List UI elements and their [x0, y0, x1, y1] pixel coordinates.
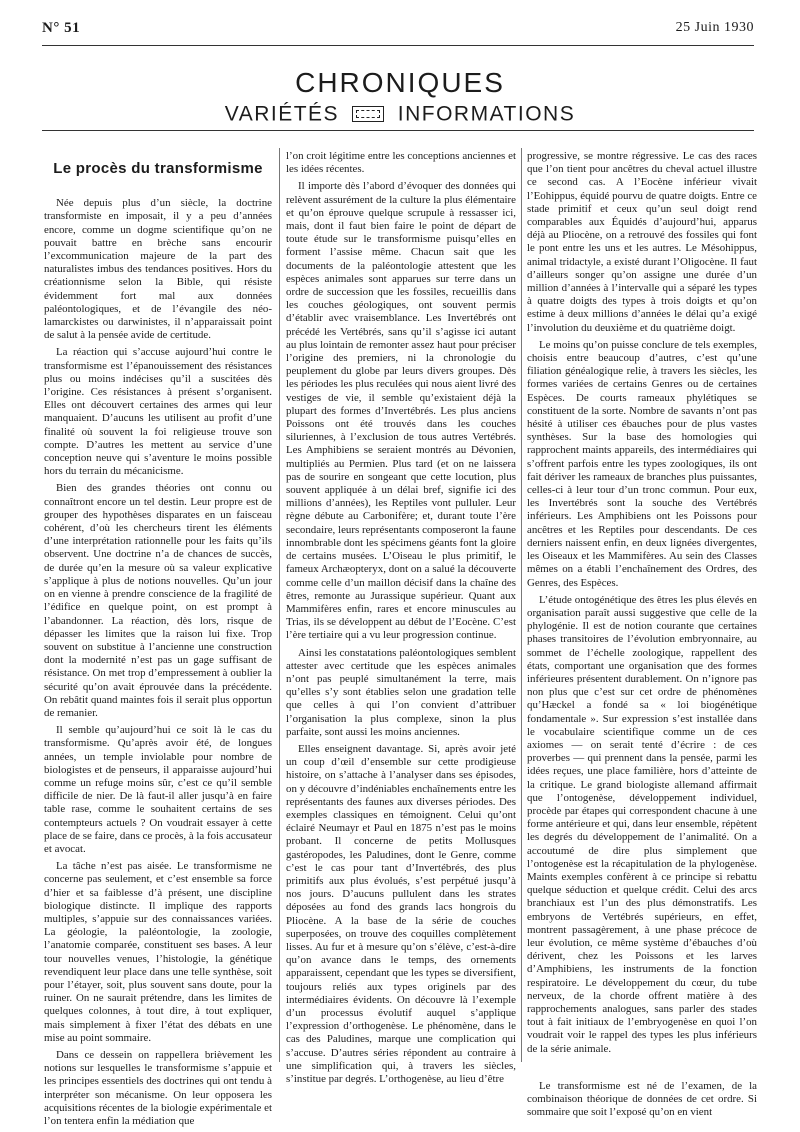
paragraph: Elles enseignent davantage. Si, après avoir jeté un coup d’œil d’ensemble sur cette prodigieuse histoire, on s’attache à l’analyser dans ses épisodes, on y découvre d’indéniables enchaînements entre les représentants des faunes aux diverses périodes. Des exemples classiques en témoignent. Celui qu’ont éclairé Neumayr et Paul en 1875 n’est pas le moins probant. Il concerne de petits Mollusques gastéropodes, les Paludines, dont le Genre, comme c’est le cas pour tant d’Invertébrés, des plus primitifs aux plus évolués, s’est perpétué jusqu’à nos jours. D’aucuns pullulent dans les strates déposées au fond des grands lacs hongrois du Pliocène. A la base de la série de couches superposées, on trouve des coquilles complètement lisses. Au fur et à mesure qu’on s’élève, c’est-à-dire qu’on avance dans le temps, des ornements apparaissent, cependant que les types se diversifient, toujours reliés aux types originels par des intermédiaires évidents. On découvre là l’exemple d’un processus évolutif auquel s’applique l’expression d’orthogenèse. Le phénomène, dans le cas des Paludines, marque une complication qui s’accuse. D’autres séries répondent au contraire à une simplification qui, à travers les siècles, s’institue par degrés. L’orthogenèse, au lieu d’être [286, 742, 516, 1086]
masthead-subtitle [0, 102, 800, 126]
ornament-icon [352, 106, 384, 122]
page-header [42, 20, 754, 42]
article-title: Le procès du transformisme [53, 160, 263, 177]
paragraph: Il importe dès l’abord d’évoquer des données qui relèvent assurément de la culture la plus élémentaire et qu’on éprouve quelque scrupule à ressasser ici, mais, dont il faut bien faire le point de départ de toute étude sur le transformisme puisqu’elles en forment l’assise même. Chacun sait que les documents de la paléontologie attestent que les espèces animales sont apparues sur terre dans un ordre de succession que les fossiles, recueillis dans les couches géologiques, ont souvent permis d’établir avec vraisemblance. Les Invertébrés ont précédé les Vertébrés, sans qu’il s’agisse ici autant au plus lointain de remonter assez haut pour préciser l’origine des premiers, ni la chronologie du peuplement du globe par leurs divers groupes. Dès les périodes les plus reculées qui nous aient livré des vestiges de vie, il semble qu’existaient déjà la plupart des formes d’Invertébrés. Les plus anciens Poissons ont été trouvés dans les couches siluriennes, à l’exclusion de tous autres Vertébrés. Les Amphibiens se seraient montrés au Dévonien, multipliés au Permien. Plus tard (et on ne laissera pas de sourire en songeant que cette locution, plus souvent appliquée à un délai bref, signifie ici des millions d’années), les Reptiles vont pulluler. Leur règne débute au Carbonifère; et, durant toute l’ère secondaire, leurs représentants composeront la faune innombrable dont les spécimens géants font la gloire de certains musées. L’Oiseau le plus primitif, le fameux Archæopteryx, dont on a salué la découverte comme celle d’un maillon décisif dans la chaîne des êtres, remonte au Jurassique supérieur. Quant aux Mammifères enfin, rares et encore minuscules au Trias, ils se développent au début de l’Eocène. C’est l’ère tertiaire qui a vu leur progression continue. [286, 180, 516, 642]
paragraph: La réaction qui s’accuse aujourd’hui contre le transformisme est l’épanouissement des résistances plus ou moins indécises qu’il a suscitées dès l’origine. Ces résistances à présent s’organisent. Elles ont découvert certaines des armes qui leur manquaient. D’aucuns les utilisent au profit d’une finalité où souvent la foi religieuse trouve son compte. D’autres les mettent au service d’une conception neuve qui s’aventure le moins possible hors du terrain du mécanicisme. [44, 346, 272, 478]
paragraph: L’étude ontogénétique des êtres les plus élevés en organisation paraît aussi suggestive que celle de la phylogénie. Il est de notion courante que certaines phases transitoires de l’évolution embryonnaire, au sommet de l’échelle zoologique, rappellent des états, comportant une organisation que des formes inférieures présentent durablement. On n’ignore pas non plus que c’est sur cet ordre de phénomènes qu’Hæckel a fondé sa « loi biogénétique fondamentale ». Sur expression s’est installée dans le vocabulaire scientifique comme un de ces axiomes — on serait tenté d’écrire : de ces proverbes — qui prennent dans la pensée, parmi les idées reçues, une place familière, hors d’atteinte de la critique. Le grand biologiste allemand affirmait que l’ontogenèse, développement individuel, procède par étapes qui correspondent chacune à une forme antérieure et qui, dans leur ensemble, répètent les degrés du développement de l’animalité. On a accoutumé de dire plus simplement que l’ontogenèse est la récapitulation de la phylogenèse. Maints exemples confèrent à ce principe si rebattu quelque séduction et quelque crédit. Celui des arcs branchiaux est l’un des plus démonstratifs. Les embryons de Vertébrés supérieurs, en effet, montrent passagèrement, à une phase précoce de leur évolution, ce même système d’ébauches d’où dérivent, chez les Poissons et les larves d’Amphibiens, les instruments de la fonction respiratoire. Le développement du cœur, du tube nerveux, de la chorde offrent matière à des rapprochements analogues, sans parler des stades tout à fait initiaux de l’embryogenèse en quoi l’on voudrait voir le rappel des types les plus inférieurs de la série animale. [527, 593, 757, 1055]
column-divider [279, 148, 280, 1062]
masthead-rule [42, 130, 754, 131]
paragraph: Le moins qu’on puisse conclure de tels exemples, choisis entre beaucoup d’autres, c’est qu’une filiation généalogique relie, à travers les siècles, les formes variées de certains Genres ou de certaines Espèces. De courts rameaux phylétiques se constituent de la sorte. Nombre de savants n’ont pas hésité à utiliser ces ébauches pour de plus vastes synthèses. Sur la base des homologies qui rapprochent maints appareils, des intermédiaires qui s’offrent parfois entre les types zoologiques, ils ont fait dériver les rameaux de branches plus puissantes, celles-ci à leur tour d’un tronc commun. Pour eux, les Invertébrés sont la souche des Vertébrés inférieurs. Les Amphibiens ont les Poissons pour ancêtres et les Reptiles pour descendants. De ces derniers naissent enfin, en deux lignées divergentes, les Oiseaux et les Mammifères. Au sein des Classes mêmes on a établi l’enchaînement des Ordres, des Genres, des Espèces. [527, 338, 757, 589]
paragraph: Dans ce dessein on rappellera brièvement les notions sur lesquelles le transformisme s’appuie et les principes essentiels des doctrines qui ont tendu à interpréter son mécanisme. On leur opposera les acquisitions récentes de la biologie expérimentale et l’on tentera enfin la médiation que [44, 1049, 272, 1128]
paragraph: Le transformisme est né de l’examen, de la combinaison théorique de données de cet ordre. Si sommaire que soit l’exposé qu’on en vient [527, 1079, 757, 1119]
column-3 [527, 150, 757, 1123]
masthead [0, 68, 800, 126]
paragraph: Née depuis plus d’un siècle, la doctrine transformiste en imposait, il y a peu d’années encore, comme un dogme scientifique qu’on ne pouvait battre en brèche sans encourir l’excommunication majeure de la part des naturalistes imbus des tendances positives. Hors du créationnisme selon la Bible, qui résiste évidemment fort mal aux données paléontologiques, et de l’évangile des néo-lamarckistes ou darwinistes, il n’apparaissait point de salut à la pensée avide de certitude. [44, 197, 272, 342]
masthead-left: VARIÉTÉS [224, 102, 340, 126]
paragraph: Ainsi les constatations paléontologiques semblent attester avec certitude que les espèces animales n’ont pas peuplé simultanément la terre, mais qu’elles s’y sont établies selon une gradation telle que celles à qui l’on convient d’attribuer l’organisation la plus complexe, sinon la plus parfaite, sont aussi les moins anciennes. [286, 646, 516, 738]
column-divider [521, 148, 522, 1062]
column-1 [44, 150, 272, 1132]
paragraph: Bien des grandes théories ont connu ou connaîtront encore un tel destin. Leur propre est de grouper des hypothèses disparates en un faisceau cohérent, d’où les chercheurs tirent les éléments d’une interprétation rationnelle pour les faits qu’ils observent. Une doctrine n’a de chances de succès, de durée qu’en la mesure où sa valeur explicative s’applique à plus de notions nouvelles. Qu’un jour on en vienne à prendre conscience de la fragilité de l’édifice en quelque point, on est prompt à l’abandonner. La réaction, dès lors, risque de dépasser les limites que la raison lui fixe. Trop souvent on substitue à l’ancienne une construction dont la modernité n’est pas un gage suffisant de résistance. On met trop d’empressement à oublier la sécurité qu’on avait éprouvée dans la précédente. On rebâtit quand maintes fois il serait plus opportun de remanier. [44, 482, 272, 719]
issue-number: N° 51 [42, 20, 81, 36]
header-rule [42, 45, 754, 46]
column-2 [286, 150, 516, 1090]
paragraph: l’on croit légitime entre les conceptions anciennes et les idées récentes. [286, 150, 516, 176]
paragraph: Il semble qu’aujourd’hui ce soit là le cas du transformisme. Qu’après avoir été, de longues années, un temple inviolable pour nombre de biologistes et de penseurs, il apparaisse aujourd’hui comme un refuge moins sûr, c’est ce qu’il semble difficile de nier. De là faut-il aller jusqu’à en faire table rase, comme le souhaitent certains de ses contempteurs actuels ? On voudrait essayer à cette place de se faire, dans ce procès, à la fois accusateur et avocat. [44, 724, 272, 855]
paragraph: progressive, se montre régressive. Le cas des races que l’on tient pour ancêtres du cheval actuel illustre ce second cas. A l’Eocène inférieur vivait l’Eohippus, équidé pourvu de quatre doigts. Entre ce stade primitif et ceux qu’un seul doigt rend comparables aux Équidés d’aujourd’hui, apparus déjà au Pliocène, on a retrouvé des fossiles qui font le pont entre les uns et les autres. Le Mésohippus, animal tridactyle, a existé durant l’Oligocène. Il faut d’ailleurs songer qu’on assigne une durée d’un million d’années à l’intervalle qui a séparé les types à quatre doigts des types à trois doigts et qu’on estime à deux millions d’années le délai qu’a exigé l’involution du deuxième et du quatrième doigt. [527, 150, 757, 334]
masthead-title: CHRONIQUES [295, 67, 505, 98]
masthead-right: INFORMATIONS [397, 102, 576, 126]
paragraph: La tâche n’est pas aisée. Le transformisme ne concerne pas seulement, et c’est ensemble sa force d’hier et sa faiblesse d’à présent, une discipline biologique distincte. Il implique des rapports multiples, s’appuie sur des connaissances variées. La géologie, la paléontologie, la zoologie, l’anatomie comparée, constituent ses bases. A leur tour nouvelles venues, l’histologie, la génétique revendiquent leur place dans une telle synthèse, soit pour l’étayer, soit, plus souvent sans doute, pour la ruiner. On ne saurait prétendre, dans les limites de quelques colonnes, à tout dire, à tout expliquer, mais simplement à fixer l’état des débats en une mise au point sommaire. [44, 860, 272, 1044]
issue-date: 25 Juin 1930 [675, 20, 754, 35]
